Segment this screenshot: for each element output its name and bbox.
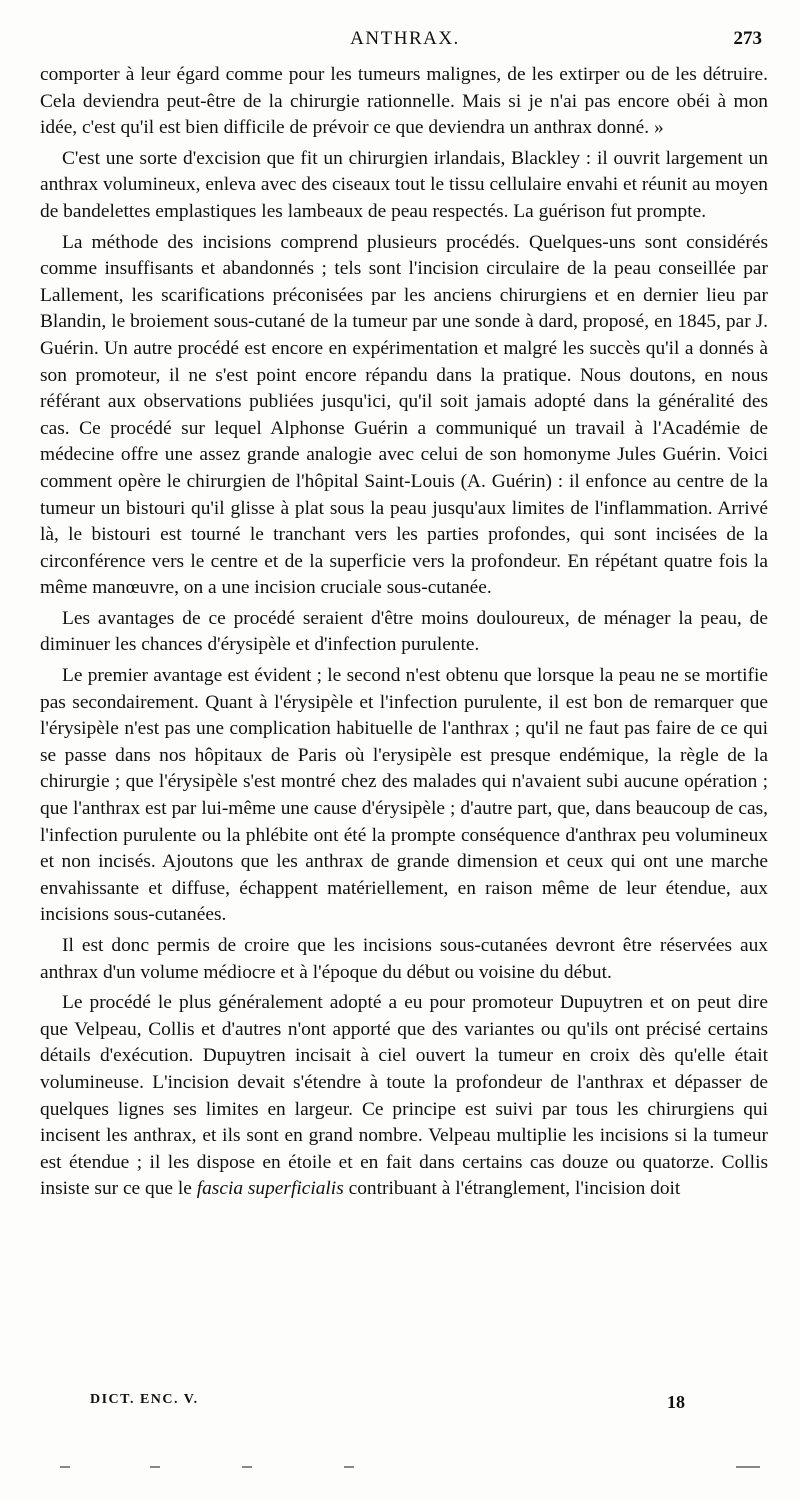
- paragraph: Il est donc permis de croire que les incisions sous-cutanées devront être réservées aux anthrax d'un volume médiocre et à l'époque du début ou voisine du début.: [40, 935, 768, 983]
- signature-number: 18: [667, 1392, 685, 1412]
- paragraph-text: Le procédé le plus généralement adopté a eu pour promoteur Dupuytren et on peut dire que Velpeau, Collis et d'autres n'ont apporté que des variantes ou qu'ils ont précisé certains détails d'exécution. Dupuytren incisait à ciel ouvert la tumeur en croix dès qu'elle était volumineuse. L'incision devait s'étendre à toute la profondeur de l'anthrax et dépasser de quelques lignes ses limites en largeur. Ce principe est suivi par tous les chirurgiens qui incisent les anthrax, et ils sont en grand nombre. Velpeau multiplie les incisions si la tumeur est étendue ; il les dispose en étoile et en fait dans certains cas douze ou quatorze. Collis insiste sur ce que le: [40, 992, 768, 1200]
- paragraph: La méthode des incisions comprend plusieurs procédés. Quelques-uns sont considérés comme insuffisants et abandonnés ; tels sont l'incision circulaire de la peau conseillée par Lallement, les scarifications préconisées par les anciens chirurgiens et en dernier lieu par Blandin, le broiement sous-cutané de la tumeur par une sonde à dard, proposé, en 1845, par J. Guérin. Un autre procédé est encore en expérimentation et malgré les succès qu'il a donnés à son promoteur, il ne s'est point encore répandu dans la pratique. Nous doutons, en nous référant aux observations publiées jusqu'ici, qu'il soit jamais adopté dans la généralité des cas. Ce procédé sur lequel Alphonse Guérin a communiqué un travail à l'Académie de médecine offre une assez grande analogie avec celui de son homonyme Jules Guérin. Voici comment opère le chirurgien de l'hôpital Saint-Louis (A. Guérin) : il enfonce au centre de la tumeur un bistouri qu'il glisse à plat sous la peau jusqu'aux limites de l'inflammation. Arrivé là, le bistouri est tourné le tranchant vers les parties profondes, qui sont incisées de la circonférence vers le centre et de la superficie vers la profondeur. En répétant quatre fois la même manœuvre, on a une incision cruciale sous-cutanée.: [40, 231, 768, 599]
- scan-mark: [242, 1466, 252, 1468]
- scan-mark: [344, 1466, 354, 1468]
- italic-term: fascia superficialis: [196, 1178, 344, 1200]
- body-text: [40, 62, 768, 1203]
- paragraph: Le premier avantage est évident ; le second n'est obtenu que lorsque la peau ne se mortifie pas secondairement. Quant à l'érysipèle et l'infection purulente, il est bon de remarquer que l'érysipèle n'est pas une complication habituelle de l'anthrax ; qu'il ne faut pas faire de ce qui se passe dans nos hôpitaux de Paris où l'erysipèle est presque endémique, la règle de la chirurgie ; que l'érysipèle s'est montré chez des malades qui n'avaient subi aucune opération ; que l'anthrax est par lui-même une cause d'érysipèle ; d'autre part, que, dans beaucoup de cas, l'infection purulente ou la phlébite ont été la prompte conséquence d'anthrax peu volumineux et non incisés. Ajoutons que les anthrax de grande dimension et ceux qui ont une marche envahissante et diffuse, échappent matériellement, en raison même de leur étendue, aux incisions sous-cutanées.: [40, 665, 768, 926]
- scan-mark: [150, 1466, 160, 1468]
- paragraph: [40, 990, 768, 1203]
- paragraph: Les avantages de ce procédé seraient d'être moins douloureux, de ménager la peau, de diminuer les chances d'érysipèle et d'infection purulente.: [40, 607, 768, 656]
- scan-mark: [60, 1466, 70, 1468]
- paragraph: comporter à leur égard comme pour les tumeurs malignes, de les extirper ou de les détruire. Cela deviendra peut-être de la chirurgie rationnelle. Mais si je n'ai pas encore obéi à mon idée, c'est qu'il est bien difficile de prévoir ce que deviendra un anthrax donné. »: [40, 64, 768, 139]
- page-number: 273: [733, 28, 762, 49]
- paragraph: C'est une sorte d'excision que fit un chirurgien irlandais, Blackley : il ouvrit largement un anthrax volumineux, enleva avec des ciseaux tout le tissu cellulaire envahi et réunit au moyen de bandelettes emplastiques les lambeaux de peau respectés. La guérison fut prompte.: [40, 147, 768, 222]
- paragraph-text: contribuant à l'étranglement, l'incision doit: [343, 1178, 681, 1200]
- scan-marks: [60, 1466, 760, 1472]
- running-head: [40, 28, 770, 56]
- signature-line: [90, 1392, 685, 1418]
- scan-mark: [736, 1466, 760, 1468]
- running-title: ANTHRAX.: [350, 28, 460, 49]
- printer-signature: DICT. ENC. V.: [90, 1392, 199, 1407]
